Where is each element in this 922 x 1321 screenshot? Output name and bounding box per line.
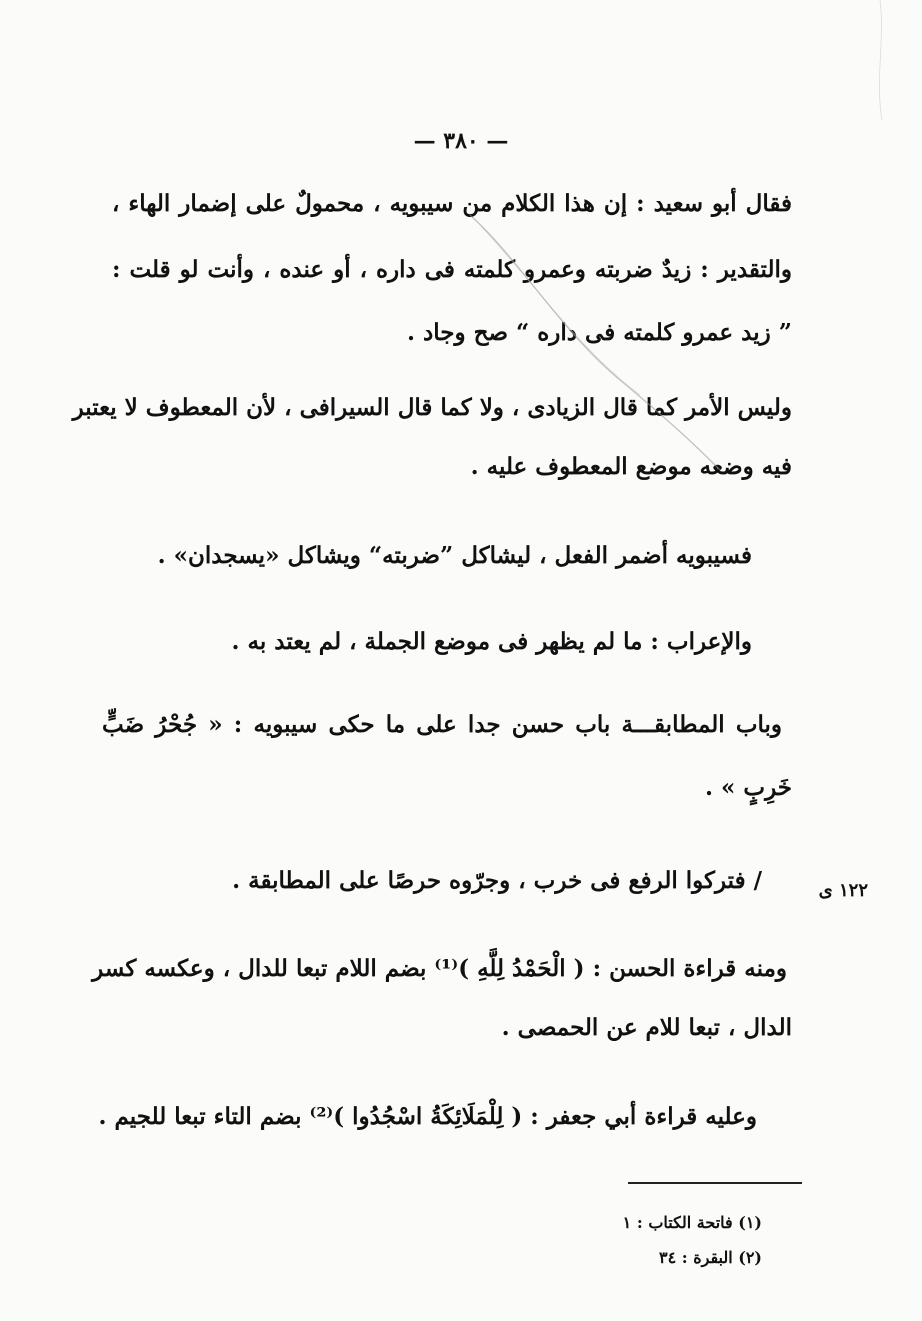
page-number: — ٣٨٠ —	[413, 128, 509, 154]
footnote: (١) فاتحة الكتاب : ١	[622, 1213, 762, 1232]
text-line: وباب المطابقـــة باب حسن جدا على ما حكى سيبويه : « جُحْرُ ضَبٍّ	[102, 711, 782, 738]
text-line: الدال ، تبعا للام عن الحمصى .	[501, 1014, 792, 1041]
text-line: فيه وضعه موضع المعطوف عليه .	[470, 453, 792, 480]
text-line: وعليه قراءة أبي جعفر : ( لِلْمَلَائِكَةُ اسْجُدُوا )⁽²⁾ بضم التاء تبعا للجيم .	[98, 1103, 757, 1130]
margin-note: ١٢٢ ى	[818, 880, 868, 901]
text-line: ” زيد عمرو كلمته فى داره “ صح وجاد .	[407, 319, 792, 346]
text-line: خَرِبٍ » .	[705, 774, 792, 801]
text-line: ومنه قراءة الحسن : ( الْحَمْدُ لِلَّهِ )⁽¹⁾ بضم اللام تبعا للدال ، وعكسه كسر	[92, 955, 787, 982]
text-line: والتقدير : زيدٌ ضربته وعمرو كلمته فى داره ، أو عنده ، وأنت لو قلت :	[112, 256, 792, 283]
text-line: فقال أبو سعيد : إن هذا الكلام من سيبويه ، محمولٌ على إضمار الهاء ،	[112, 190, 792, 217]
footnote-rule	[628, 1182, 802, 1184]
text-line: فسيبويه أضمر الفعل ، ليشاكل ”ضربته“ ويشاكل «يسجدان» .	[157, 542, 752, 569]
text-line: / فتركوا الرفع فى خرب ، وجرّوه حرصًا على المطابقة .	[232, 867, 762, 894]
footnote: (٢) البقرة : ٣٤	[659, 1248, 762, 1267]
text-line: وليس الأمر كما قال الزيادى ، ولا كما قال السيرافى ، لأن المعطوف لا يعتبر	[72, 394, 792, 421]
text-line: والإعراب : ما لم يظهر فى موضع الجملة ، لم يعتد به .	[231, 628, 752, 655]
